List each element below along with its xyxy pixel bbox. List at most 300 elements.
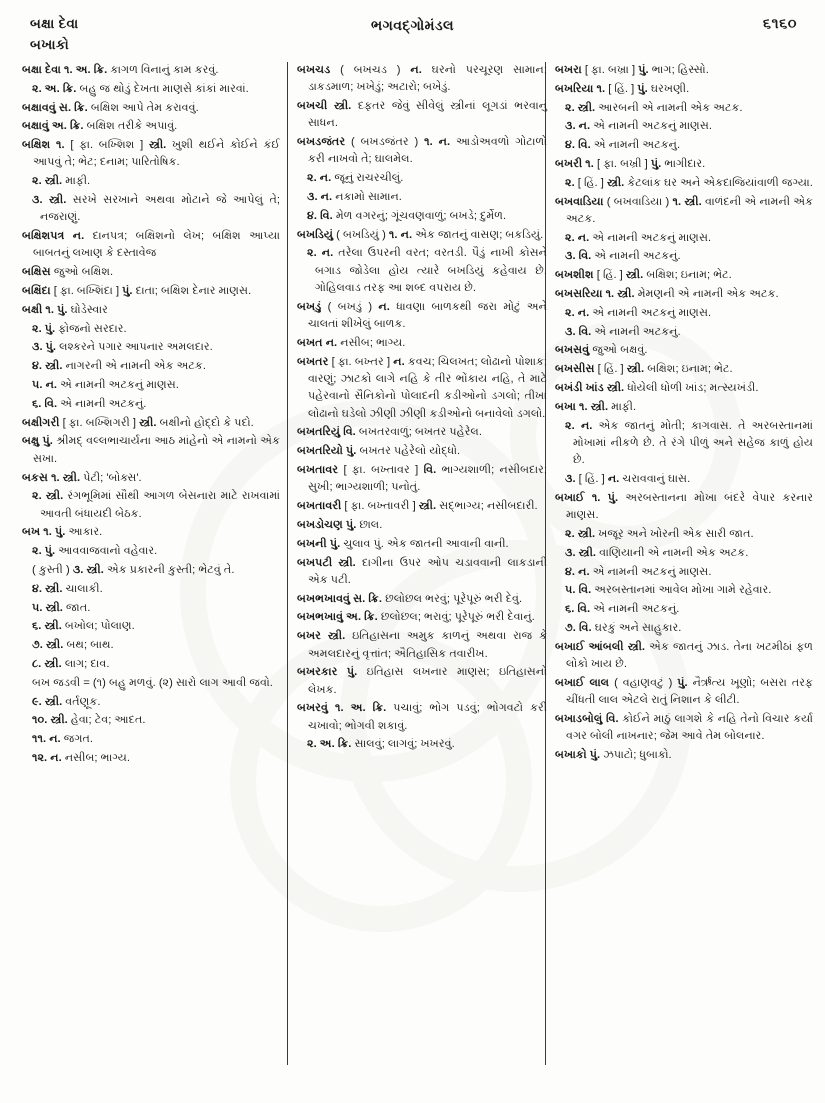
entry-pos: અ. ક્રિ. [75,64,108,76]
entry-text: જૂનું રાચરચીલું. [334,172,404,185]
entry-pos: પું. [346,666,358,679]
entry-text: એ નામની અટકનું. [60,397,147,410]
entry-paren: ( કુસ્તી ) [32,564,70,577]
entry-sense [297,189,547,206]
entry-pos: અ. ક્રિ. [346,611,378,624]
entry-pos: સ્ત્રી. [86,564,104,577]
entry-pos: સ્ત્રી. [684,195,702,208]
entry-pos: સ્ત્રી. [577,101,596,114]
dictionary-entry [22,228,280,263]
dictionary-entry [555,380,813,397]
entry-headword: બખરી [555,157,583,170]
entry-sense [22,321,280,338]
entry-text: ઘરખણી. [650,82,690,95]
entry-headword: બખરિયા [555,82,594,95]
dictionary-entry [22,137,280,172]
dictionary-entry [297,628,547,663]
entry-pos: પું. [589,748,601,761]
entry-pos: સ્ત્રી. [45,490,64,503]
entry-sense_no: ૩. [307,191,318,204]
dictionary-entry [297,335,547,352]
entry-headword: બખડોચણ [297,518,343,531]
entry-headword: બખચી [297,100,328,113]
entry-pos: સ્ત્રી. [49,194,67,207]
entry-sense_no: ૭. [565,621,576,634]
page-title: ભગવદ્‌ગોમંડલ [370,17,455,33]
column-3 [555,62,813,1071]
entry-pos: વિ. [44,397,58,410]
entry-sense_no: ૨. [565,231,575,244]
entry-text: ઇતિહાસના અમુક કાળનું અથવા રાજ કે અમલદારનું વૃત્તાંત; ઐતિહાસિક તવારીખ. [308,630,547,660]
entry-pos: ન. [578,120,591,133]
entry-sense [297,736,547,753]
entry-sense_no: ૧૨. [32,751,48,764]
dictionary-entry [297,443,547,460]
entry-headword: બખતરિયો [297,445,343,458]
entry-sense_no: ૫. [32,379,43,392]
entry-sense_no: ૨. [32,82,42,95]
entry-sense_no: ૩. [565,546,576,559]
entry-pos: સ્ત્રી. [44,620,62,633]
entry-sense_no: ૨. [565,419,575,432]
entry-sense [555,248,813,265]
entry-pos: અ. ક્રિ. [51,120,84,133]
entry-pos: સ્ત્રી. [148,139,167,152]
entry-pos: પું. [45,341,57,354]
entry-headword: બક્ષિશપત્ર [22,230,65,243]
entry-pos: ન. [393,355,405,368]
entry-sense [22,656,280,673]
entry-text: બખોલ; પોલાણ. [64,620,135,633]
entry-pos: પું. [345,518,357,531]
entry-text: બખ જડવી = (૧) બહુ મળવું. (૨) સારો લાગ આવી જવો. [32,676,273,689]
entry-text: શ્રીમદ્ વલ્લભાચાર્યના આઠ માંહેનો એ નામનો એક સખા. [33,435,281,465]
entry-pos: સ્ત્રી. [139,416,157,429]
entry-text: ભાગ; હિસ્સો. [651,64,709,76]
entry-sense_no: ૧. [605,288,615,301]
entry-etym: [ હિં. ] [577,176,604,189]
entry-pos: પું. [122,285,133,298]
entry-sense [555,620,813,637]
entry-sense [22,581,280,598]
entry-pos: પું. [607,491,619,504]
entry-pos: સ્ત્રી. [50,714,68,727]
entry-text: એક પ્રકારની કુસ્તી; ભેટવું તે. [106,564,235,577]
entry-pos: પું. [637,82,648,95]
entry-sense_no: ૮. [32,658,42,670]
entry-headword: બખભખાવવું [297,592,351,605]
entry-sense [297,170,547,187]
entry-text: એ નામની અટકનું માણસ. [592,565,712,578]
entry-pos: સ્ત્રી. [45,360,63,373]
entry-text: જાત. [66,601,91,614]
entry-pos: સ્ત્રી. [45,601,63,614]
entry-text: વર્તણૂક. [65,695,101,708]
entry-sense [22,731,280,748]
entry-pos: વિ. [343,426,356,439]
entry-text: કાગળ વિનાનું કામ કરવું. [110,64,219,76]
dictionary-entry [297,462,547,497]
entry-pos: વિ. [578,139,591,152]
dictionary-entry [555,675,813,710]
entry-text: માફી. [65,175,91,188]
entry-sense_no: ૩. [32,341,43,354]
entry-text: એ નામની અટકનું માણસ. [60,379,179,392]
entry-pos: ન. [321,247,334,260]
page-header [0,14,825,60]
entry-sense [22,675,280,692]
dictionary-entry [297,134,547,169]
dictionary-entry [555,490,813,525]
entry-sense [22,396,280,413]
entry-text: તરેલા ઉપરની વરત; વરતડી. પૈડું નાખી કોસને બગાડ જોડેલા હોય ત્યારે બખડિયું કહેવાય છે. ગોહિલવાડ તરફ આ શબ્દ વપરાય છે. [315,247,548,295]
entry-text: બથ; બાથ. [66,639,114,652]
dictionary-entry [555,81,813,98]
entry-paren: ( બખડજંતર ) [350,136,419,149]
entry-pos: વિ. [578,325,592,338]
entry-etym: [ હિં. ] [578,473,605,486]
entry-text: પચાવું; ભોગ પડવું; ભોગવટો કરી ચખાવો; ભોગવી શકાવું. [308,702,548,732]
entry-sense [555,100,813,117]
entry-text: એ નામની અટકનું. [593,603,680,616]
entry-sense_no: ૩. [32,194,43,207]
entry-text: ઝપાટો; ધુબાકો. [603,748,672,761]
entry-sense [555,324,813,341]
dictionary-entry [297,591,547,608]
entry-text: ઘોડેસ્વાર [70,303,108,316]
entry-text: સાલવું; લાગવું; ખખરવું. [354,738,455,751]
entry-pos: સ્ત્રી. [625,269,644,282]
entry-etym: [ ફા. બખ્શિંદા ] [53,285,120,298]
entry-sense_no: ૧. [56,139,65,152]
entry-sense_no: ૧. [672,195,682,208]
entry-pos: ન. [72,230,85,243]
entry-pos: સ્ત્રી. [606,382,625,395]
entry-text: ઘરનો પરચૂરણ સામાન; ડાકડમાળ; ખખેડું; અટારો; બખેડું. [308,64,547,94]
entry-headword: બક્ષીગરી [22,416,60,429]
entry-sense_no: ૨. [32,322,42,335]
entry-sense [22,173,280,190]
entry-sense [555,230,813,247]
entry-headword: બખાઈ આંબલી [555,640,624,653]
entry-text: ફોજનો સરદાર. [58,322,127,335]
entry-text: જગત. [63,733,94,746]
dictionary-entry [555,267,813,284]
entry-sense [555,118,813,135]
entry-text: નસીબ; ભાગ્ય. [340,336,406,349]
entry-pos: ન. [325,336,338,349]
entry-headword: બક્ષિસ [22,266,51,279]
entry-text: વાળંદની એ નામની એક અટક. [566,195,814,225]
dictionary-entry [22,62,280,79]
entry-sense_no: ૨. [307,172,317,185]
entry-headword: બખતર [297,355,329,368]
entry-text: ચુલાવ પું. એક જાતની આવાની વાની. [343,537,509,550]
entry-sense [555,471,813,488]
entry-sense_no: ૧૧. [32,733,47,746]
entry-headword: બખસીસ [555,363,595,376]
entry-text: આકાર. [68,526,103,539]
entry-pos: સ. ક્રિ. [353,592,382,605]
entry-text: એ નામની અટકનું. [593,139,681,152]
entry-text: છાલ. [359,518,383,531]
entry-sense [22,694,280,711]
entry-sense [22,339,280,356]
entry-headword: બક્ષિશ [22,139,51,152]
dictionary-entry [555,286,813,303]
entry-text: નૈર્ઋત્ય ખૂણો; બસરા તરફ ચીંધતી લાલ એટલે રાતું નિશાન કે લીટી. [566,676,814,707]
entry-pos: વિ. [423,464,437,477]
entry-text: ચરાવવાનું ઘાસ. [622,473,691,486]
entry-pos: ન. [320,191,333,204]
dictionary-entry [297,609,547,626]
entry-text: માફી. [611,400,637,413]
entry-sense_no: ૧. [591,491,601,504]
entry-text: ધોયેલી ધોળી ખાંડ; મત્સ્યખંડી. [627,382,759,395]
entry-text: એ નામની અટકનું માણસ. [592,306,712,319]
entry-sense [555,305,813,322]
entry-pos: પું. [638,64,649,76]
entry-pos: અ. ક્રિ. [319,738,352,751]
entry-etym: [ ફા. બખ્તર ] [331,355,391,368]
entry-headword: બક્ષુ [22,435,40,448]
entry-headword: બખભખાવું [297,611,344,624]
entry-sense [22,192,280,227]
entry-sense [22,600,280,617]
entry-headword: બખસરિયા [555,288,603,301]
entry-text: બહુ જ થોડું દેખતા માણસે કાંકાં મારવાં. [79,82,249,95]
entry-sense [555,526,813,543]
entry-text: સરખે સરખાને અથવા મોટાને જે આપેલું તે; નજરાણું. [40,194,281,224]
entry-paren: ( વહાણવટું ) [614,676,673,689]
entry-pos: પું. [44,322,56,335]
entry-text: લશ્કરને પગાર આપનાર અમલદાર. [59,341,213,354]
entry-text: ઇતિહાસ લખનાર માણસ; ઇતિહાસનો લેખક. [308,666,548,696]
entry-headword: બખતાવર [297,464,339,477]
entry-pos: વિ. [578,584,592,597]
entry-pos: વિ. [606,712,619,725]
dictionary-entry [555,62,813,79]
entry-text: બક્ષીનો હોદ્દો કે પદો. [159,416,254,429]
entry-text: નાગરની એ નામની એક અટક. [65,360,206,373]
entry-paren: ( બખડિયું ) [336,228,386,241]
entry-pos: વિ. [578,250,592,263]
entry-headword: બખડજંતર [297,136,346,149]
entry-sense_no: ૧૦. [32,714,48,727]
entry-text: એક જાતનું ઝાડ. તેના ખટમીઠાં ફળ લોકો ખાય છે. [566,640,814,670]
entry-pos: સ્ત્રી. [577,527,596,540]
entry-sense_no: ૪. [565,139,576,152]
entry-headword: બક્ષા દેવા [22,64,61,76]
dictionary-entry [22,302,280,319]
entry-sense [297,208,547,225]
dictionary-entry [22,100,280,117]
entry-paren: ( બખડું ) [327,300,373,313]
entry-pos: સ્ત્રી. [578,546,596,559]
entry-sense_no: ૬. [32,397,42,410]
entry-text: આરબની એ નામની એક અટક. [598,101,743,114]
entry-headword: બખત [297,336,323,349]
entry-pos: સ્ત્રી. [44,695,63,708]
dictionary-entry [297,354,547,423]
entry-etym: [ ફા. બખ્રા ] [584,64,636,76]
entry-sense_no: ૧. [388,228,398,241]
entry-sense_no: ૨. [32,175,42,188]
entry-text: એક જાતનું મોતી; કાગવાસ. તે અરબસ્તાનમાં મોખામાં નીકળે છે. તે રંગે પીળું અને સહેજ કાળું હોય છે. [573,419,814,467]
entry-pos: પું. [345,445,357,458]
entry-etym: [ હિં. ] [608,82,635,95]
dictionary-entry [297,299,547,334]
dictionary-entry [297,517,547,534]
entry-pos: પું. [57,303,68,316]
entry-headword: બકસ [22,471,48,484]
entry-pos: ન. [45,379,58,392]
entry-headword: બખાઈ [555,491,585,504]
column-1 [22,62,280,1071]
dictionary-entry [22,264,280,281]
entry-headword: બખાડબોલું [555,712,603,725]
entry-headword: બખપટી [297,556,333,569]
entry-paren: ( બખચડ ) [340,64,401,76]
entry-sense_no: ૧. [585,157,594,170]
dictionary-entry [555,342,813,359]
entry-text: લાગ; દાવ. [64,658,110,670]
dictionary-entry [297,424,547,441]
entry-sense_no: ૨. [32,545,42,558]
entry-text: દાતા; બક્ષિશ દેનાર માણસ. [135,285,252,298]
entry-text: આવવાજવાનો વહેવાર. [58,545,158,558]
entry-pos: સ્ત્રી. [333,100,352,113]
dictionary-entry [297,555,547,590]
entry-etym: [ ફા. બખ્શિશ ] [70,139,144,152]
entry-text: ભાગ્યશાળી; નસીબદાર; સુખી; ભાગ્યશાળી; પનોતું. [308,464,548,494]
entry-sense_no: ૬. [565,603,575,616]
entry-sense_no: ૩. [565,250,576,263]
entry-pos: ન. [49,733,61,746]
entry-sense_no: ૩. [565,120,576,133]
entry-text: મેળ વગરનું; ગૂંચવણવાળું; બખડે; દુર્મેળ. [335,209,507,222]
entry-sense [297,245,547,297]
entry-pos: ન. [319,172,332,185]
entry-text: કેટલાંક ઘર અને એકદાજિયાંવાળી જગ્યા. [627,176,813,189]
entry-pos: સ્ત્રી. [44,175,63,188]
entry-text: બખતરવાળું; બખતર પહેરેલ. [358,426,482,439]
entry-headword: બક્ષાવવું [22,101,56,114]
entry-sense [555,137,813,154]
entry-pos: વિ. [577,603,591,616]
entry-sense [555,564,813,581]
entry-pos: સ્ત્રી. [617,288,635,301]
entry-text: બક્ષિશ તરીકે અપાવું. [86,120,178,133]
entry-pos: ન. [410,64,422,76]
entry-text: છલોછલ ભરવું; પૂરેપૂરું ભરી દેવું. [385,592,523,605]
entry-sense [555,418,813,470]
entry-sense [22,488,280,523]
dictionary-entry [297,98,547,133]
entry-text: એ નામની અટકનું. [594,250,681,263]
entry-sense_no: ૪. [307,209,318,222]
entry-etym: [ ફા. બખ્શિગરી ] [62,416,137,429]
entry-text: બક્ષિશ; ઇનામ; ભેટ. [647,363,733,376]
entry-sense [555,545,813,562]
entry-etym: [ ફા. બખ્તાવરી ] [344,500,416,513]
dictionary-entry [297,62,547,97]
entry-pos: પું. [42,435,53,448]
entry-pos: પું. [650,157,662,170]
entry-sense [22,562,280,579]
entry-headword: બખર [297,630,321,643]
entry-pos: ન. [580,419,593,432]
dictionary-entry [22,524,280,541]
entry-sense_no: ૫. [565,584,576,597]
dictionary-entry [555,747,813,764]
entry-pos: અ. ક્રિ. [350,702,387,715]
entry-pos: ન. [577,231,590,244]
entry-pos: ન. [578,565,590,578]
entry-text: ખુશી થઈને કોઈને કંઈ આપવું તે; ભેટ; દનામ; પારિતોષિક. [33,139,281,169]
entry-headword: બખશીશ [555,269,594,282]
entry-pos: સ્ત્રી. [627,640,646,653]
entry-text: રંગભૂમિમાં સૌથી આગળ બેસનારા માટે રાખવામાં આવતી બંધાયદી બેઠક. [40,490,280,520]
entry-text: દાગીના ઉપર ઓપ ચડાવવાની લાકડાની એક પટી. [308,556,548,586]
entry-sense_no: ૧. [64,64,73,76]
entry-etym: [ હિં. ] [596,269,623,282]
entry-pos: સ્ત્રી. [626,363,645,376]
dictionary-entry [22,415,280,432]
entry-sense_no: ૧. [43,526,52,539]
entry-sense_no: ૪. [32,582,43,595]
entry-pos: વિ. [320,209,333,222]
entry-headword: બખચડ [297,64,331,76]
entry-etym: [ ફા. બખ્રી ] [596,157,648,170]
entry-pos: ન. [607,473,620,486]
dictionary-entry [297,227,547,244]
entry-pos: સ્ત્રી. [44,658,62,670]
entry-text: ભાગીદાર. [664,157,706,170]
entry-pos: ન. [50,751,62,764]
entry-sense_no: ૩. [565,473,576,486]
entry-sense [22,81,280,98]
entry-text: છલોછલ; ભરાવું; પૂરેપૂરું ભરી દેવાનું. [380,611,535,624]
entry-headword: બખની [297,537,327,550]
entry-text: સદ્‌ભાગ્ય; નસીબદારી. [439,500,538,513]
entry-pos: સ્ત્રી. [327,630,346,643]
column-2 [297,62,547,1071]
entry-headword: બખરા [555,64,582,76]
dictionary-entry [555,156,813,173]
entry-sense_no: ૫. [32,601,43,614]
entry-text: કવચ; ચિલખત; લોઢાનો પોશાક; વારણું; ઝાટકો લાગે નહિ કે તીર ભોંકાય નહિ, તે માટે પહેરવાનો સૈનિકોનો પોલાદની કડીઓનો ડગલો; તીખા લોઢાનો ઘડેલો ઝીણી ઝીણી કડીઓનો બનાવેલો ડગલો. [308,355,548,420]
column-divider-1 [287,62,288,1065]
entry-headword: બખતાવરી [297,500,342,513]
entry-text: એક જાતનું વાસણ; બકડિયું. [415,228,544,241]
entry-pos: ન. [378,300,390,313]
dictionary-entry [555,639,813,674]
entry-sense_no: ૧. [596,82,606,95]
entry-pos: સ. ક્રિ. [58,101,88,114]
entry-text: બક્ષિશ; ઇનામ; ભેટ. [646,269,732,282]
entry-headword: બખરવું [297,702,328,715]
entry-text: જુઓ બક્ષિશ. [53,266,114,279]
entry-sense_no: ૧. [579,400,588,413]
entry-headword: બખા [555,400,576,413]
entry-pos: ન. [400,228,413,241]
entry-headword: બક્ષી [22,303,43,316]
entry-sense_no: ૧. [51,471,60,484]
entry-etym: [ ફા. બખ્તાવર ] [343,464,419,477]
entry-text: દફતર જેવું સીવેલું સ્ત્રીનાં લૂગડાં ભરવાનું સાધન. [308,100,548,130]
entry-text: જુઓ બક્ષવું. [592,344,648,357]
